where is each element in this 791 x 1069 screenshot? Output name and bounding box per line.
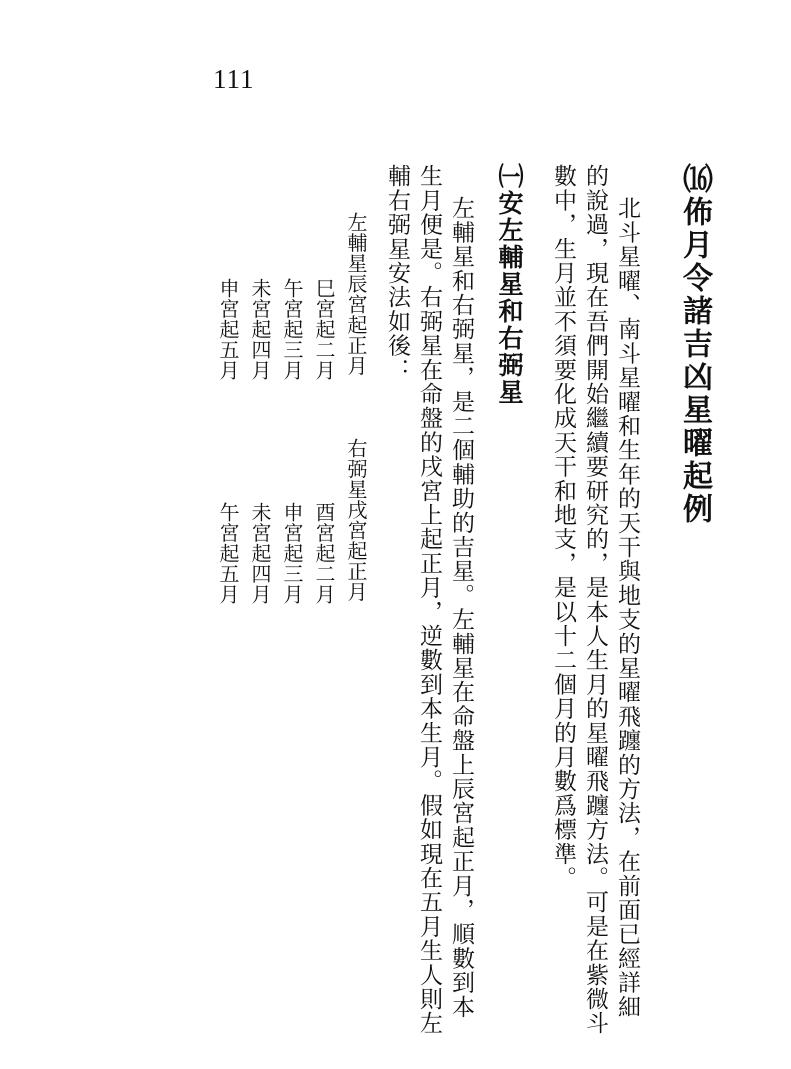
table-left-row-3: 午宮起三月	[280, 278, 304, 381]
table-right-row-5: 午宮起五月	[216, 502, 240, 605]
table-left-row-4: 未宮起四月	[248, 278, 272, 381]
table-right-row-3: 申宮起三月	[280, 502, 304, 605]
table-left-row-1: 左輔星辰宮起正月	[344, 212, 368, 376]
chapter-title: ⒃佈月令諸吉凶星曜起例	[677, 163, 712, 526]
section-line-1: 左輔星和右弼星，是二個輔助的吉星。左輔星在命盤上辰宮起正月，順數到本	[448, 196, 474, 1019]
section-line-3: 輔右弼星安法如後：	[384, 164, 410, 382]
intro-line-1: 北斗星曜、南斗星曜和生年的天干與地支的星曜飛躔的方法，在前面已經詳細	[614, 196, 640, 1019]
table-left-row-5: 申宮起五月	[216, 278, 240, 381]
table-right-row-4: 未宮起四月	[248, 502, 272, 605]
table-right-row-2: 酉宮起二月	[312, 502, 336, 605]
intro-line-3: 數中，生月並不須要化成天干和地支，是以十二個月的月數爲標準。	[550, 164, 576, 890]
intro-line-2: 的說過，現在吾們開始繼續要研究的，是本人生月的星曜飛躔方法。可是在紫微斗	[582, 164, 608, 1036]
section-line-2: 生月便是。右弼星在命盤的戌宮上起正月，逆數到本生月。假如現在五月生人則左	[416, 164, 442, 1036]
page-number: 111	[213, 64, 255, 94]
section-heading: ㈠安左輔星和右弼星	[495, 163, 524, 406]
table-right-row-1: 右弼星戌宮起正月	[344, 438, 368, 602]
table-left-row-2: 巳宮起二月	[312, 278, 336, 381]
